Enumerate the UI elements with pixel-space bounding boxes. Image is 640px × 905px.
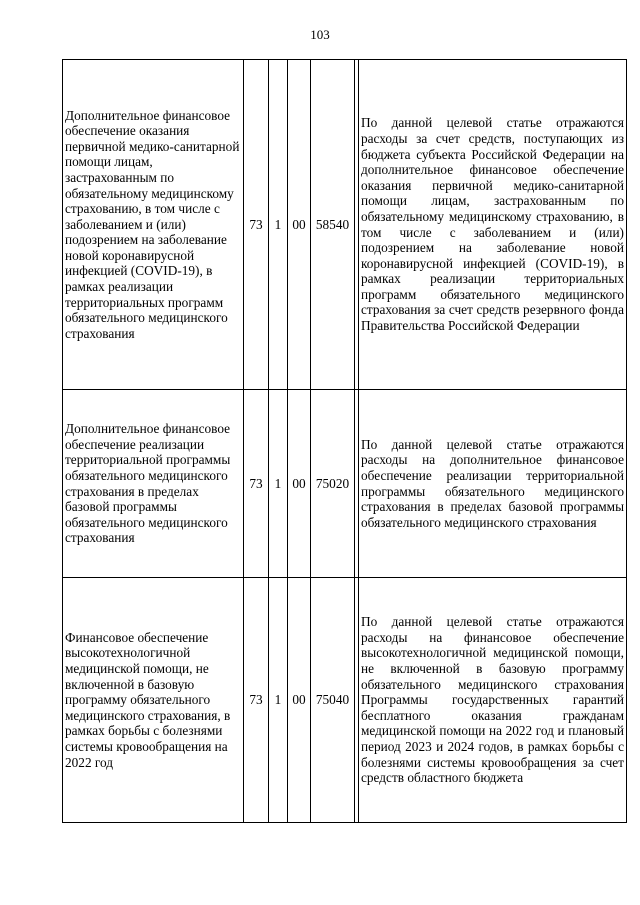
subprogram-code: 1 bbox=[269, 390, 288, 578]
budget-classification-table bbox=[62, 59, 627, 823]
target-item-name: Дополнительное финансовое обеспечение реализации территориальной программы обязательного медицинского страхования в пределах базовой программы обязательного медицинского страхования bbox=[63, 390, 244, 578]
target-item-description: По данной целевой статье отражаются расходы на финансовое обеспечение высокотехнологичной медицинской помощи, не включенной в базовую программу обязательного медицинского страхования Программы государственных гарантий бесплатного оказания гражданам медицинской помощи на 2022 год и плановый период 2023 и 2024 годов, в рамках борьбы с болезнями системы кровообращения за счет средств областного бюджета bbox=[359, 578, 627, 823]
program-code: 73 bbox=[244, 60, 269, 390]
subprogram-code: 1 bbox=[269, 60, 288, 390]
program-code: 73 bbox=[244, 390, 269, 578]
target-item-description: По данной целевой статье отражаются расходы на дополнительное финансовое обеспечение реализации территориальной программы обязательного медицинского страхования в пределах базовой программы обязательного медицинского страхования bbox=[359, 390, 627, 578]
direction-code: 58540 bbox=[311, 60, 355, 390]
table-row bbox=[63, 390, 627, 578]
main-activity-code: 00 bbox=[288, 60, 311, 390]
main-activity-code: 00 bbox=[288, 390, 311, 578]
direction-code: 75040 bbox=[311, 578, 355, 823]
table-row bbox=[63, 578, 627, 823]
main-activity-code: 00 bbox=[288, 578, 311, 823]
target-item-name: Дополнительное финансовое обеспечение оказания первичной медико-санитарной помощи лицам, застрахованным по обязательному медицинскому страхованию, в том числе с заболеванием и (или) подозрением на заболевание новой коронавирусной инфекцией (COVID-19), в рамках реализации территориальных программ обязательного медицинского страхования bbox=[63, 60, 244, 390]
subprogram-code: 1 bbox=[269, 578, 288, 823]
table-row bbox=[63, 60, 627, 390]
program-code: 73 bbox=[244, 578, 269, 823]
target-item-description: По данной целевой статье отражаются расходы за счет средств, поступающих из бюджета субъекта Российской Федерации на дополнительное финансовое обеспечение оказания первичной медико-санитарной помощи лицам, застрахованным по обязательному медицинскому страхованию, в том числе с заболеванием и (или) подозрением на заболевание новой коронавирусной инфекцией (COVID-19), в рамках реализации территориальных программ обязательного медицинского страхования за счет средств резервного фонда Правительства Российской Федерации bbox=[359, 60, 627, 390]
page-number: 103 bbox=[310, 27, 330, 42]
direction-code: 75020 bbox=[311, 390, 355, 578]
target-item-name: Финансовое обеспечение высокотехнологичной медицинской помощи, не включенной в базовую программу обязательного медицинского страхования, в рамках борьбы с болезнями системы кровообращения на 2022 год bbox=[63, 578, 244, 823]
